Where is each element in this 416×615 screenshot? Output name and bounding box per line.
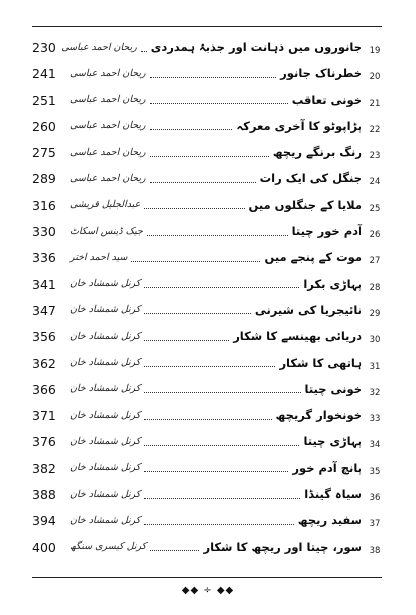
toc-page-number: 376 xyxy=(32,434,56,450)
toc-dot-leader xyxy=(150,103,288,104)
toc-page-number: 356 xyxy=(32,329,56,345)
toc-row xyxy=(32,192,382,218)
toc-entry-author: ریحان احمد عباسی xyxy=(61,41,137,53)
toc-page-number: 394 xyxy=(32,513,56,529)
toc-page-number: 330 xyxy=(32,224,56,240)
toc-entry-text xyxy=(70,142,362,162)
toc-entry-author: ریحان احمد عباسی xyxy=(70,94,146,106)
toc-entry-author: کرنل شمشاد خان xyxy=(70,462,141,474)
toc-dot-leader xyxy=(147,235,288,236)
toc-row xyxy=(32,428,382,454)
toc-entry-author: ریحان احمد عباسی xyxy=(70,172,146,184)
toc-entry-title: خونخوار گریچھ xyxy=(275,408,362,423)
toc-entry-title: آدم خور چیتا xyxy=(291,224,362,239)
top-rule xyxy=(32,26,382,27)
toc-entry-text xyxy=(70,537,362,557)
toc-page-number: 366 xyxy=(32,381,56,397)
toc-entry-title: دریائی بھینسے کا شکار xyxy=(233,329,362,344)
toc-entry-text xyxy=(70,63,362,83)
toc-entry-title: جنگل کی ایک رات xyxy=(259,171,362,186)
toc-entry-title: جانوروں میں ذہانت اور جذبۂ ہمدردی xyxy=(150,40,362,54)
toc-row xyxy=(32,507,382,533)
toc-row xyxy=(32,139,382,165)
toc-entry-number: 28 xyxy=(369,282,381,293)
toc-entry-title: خونی چیتا xyxy=(304,381,362,396)
toc-entry-author: ریحان احمد عباسی xyxy=(70,67,146,79)
toc-page-number: 241 xyxy=(32,66,56,82)
toc-entry-author: کرنل شمشاد خان xyxy=(70,330,141,342)
toc-entry-author: ریحان احمد عباسی xyxy=(70,120,146,132)
toc-entry-title: موت کے پنجے میں xyxy=(264,250,362,265)
toc-dot-leader xyxy=(144,419,271,420)
toc-row xyxy=(32,34,382,60)
toc-entry-text xyxy=(70,116,362,136)
toc-entry-number: 32 xyxy=(369,387,381,398)
toc-page-number: 230 xyxy=(32,40,56,55)
toc-entry-author: جیک ڈینس اسکاٹ xyxy=(70,225,143,237)
toc-row xyxy=(32,402,382,428)
toc-page-number: 316 xyxy=(32,197,56,213)
toc-entry-title: سیاہ گینڈا xyxy=(304,487,362,502)
toc-dot-leader xyxy=(144,340,229,341)
toc-entry-title: ملایا کے جنگلوں میں xyxy=(248,197,362,212)
toc-entry-author: کرنل شمشاد خان xyxy=(70,383,141,395)
toc-entry-text xyxy=(70,326,362,346)
toc-entry-title: سفید ریچھ xyxy=(297,513,362,528)
toc-dot-leader xyxy=(144,287,299,288)
toc-entry-author: کرنل شمشاد خان xyxy=(70,488,141,500)
toc-entry-text xyxy=(70,458,362,478)
toc-entry-text xyxy=(70,274,362,294)
toc-dot-leader xyxy=(150,129,233,130)
bottom-rule xyxy=(32,577,382,578)
toc-entry-title: نائیجریا کی شیرنی xyxy=(254,302,362,317)
toc-entry-author: سید احمد اختر xyxy=(70,251,128,263)
toc-entry-number: 21 xyxy=(369,98,381,109)
toc-entry-number: 25 xyxy=(369,203,381,214)
toc-entry-title: رنگ برنگے ریچھ xyxy=(272,145,362,160)
table-of-contents xyxy=(32,34,382,560)
toc-entry-title: خطرناک جانور xyxy=(280,66,362,81)
toc-entry-text xyxy=(70,484,362,504)
toc-entry-text xyxy=(70,353,362,373)
toc-entry-author: کرنل شمشاد خان xyxy=(70,435,141,447)
toc-entry-text xyxy=(70,247,362,267)
toc-page-number: 336 xyxy=(32,250,56,266)
toc-entry-title: پانچ آدم خور xyxy=(292,460,362,475)
toc-entry-text xyxy=(70,510,362,530)
toc-dot-leader xyxy=(144,366,275,367)
toc-page-number: 289 xyxy=(32,171,56,187)
toc-entry-title: پہاڑی چیتا xyxy=(303,434,362,449)
toc-page-number: 347 xyxy=(32,302,56,318)
toc-entry-title: خونی تعاقب xyxy=(291,92,362,107)
toc-entry-text xyxy=(70,405,362,425)
toc-entry-number: 20 xyxy=(369,72,381,83)
toc-entry-number: 24 xyxy=(369,177,381,188)
toc-row xyxy=(32,271,382,297)
toc-dot-leader xyxy=(150,182,256,183)
toc-entry-text xyxy=(70,90,362,110)
toc-dot-leader xyxy=(150,550,199,551)
toc-dot-leader xyxy=(150,77,277,78)
toc-row xyxy=(32,60,382,86)
footer-ornament: ◆◆ ÷ ◆◆ xyxy=(181,585,235,596)
toc-entry-author: عبدالجلیل قریشی xyxy=(70,199,141,211)
toc-entry-number: 34 xyxy=(369,440,381,451)
toc-row xyxy=(32,244,382,270)
toc-dot-leader xyxy=(144,524,293,525)
toc-entry-number: 30 xyxy=(369,335,381,346)
toc-entry-author: ریحان احمد عباسی xyxy=(70,146,146,158)
toc-dot-leader xyxy=(150,156,269,157)
toc-entry-author: کرنل شمشاد خان xyxy=(70,514,141,526)
toc-entry-title: پہاڑی بکرا xyxy=(303,276,362,291)
toc-entry-text xyxy=(70,300,362,320)
toc-entry-author: کرنل شمشاد خان xyxy=(70,357,141,369)
toc-page-number: 251 xyxy=(32,92,56,108)
toc-entry-number: 22 xyxy=(369,124,381,135)
toc-page-number: 362 xyxy=(32,355,56,371)
toc-row xyxy=(32,218,382,244)
toc-entry-number: 26 xyxy=(369,230,381,241)
toc-row xyxy=(32,376,382,402)
toc-entry-author: کرنل کیسری سنگھ xyxy=(70,541,147,553)
toc-page-number: 400 xyxy=(32,539,56,555)
toc-row xyxy=(32,481,382,507)
toc-entry-number: 33 xyxy=(369,414,381,425)
toc-entry-number: 19 xyxy=(369,46,381,56)
toc-dot-leader xyxy=(144,208,244,209)
toc-entry-text xyxy=(70,431,362,451)
toc-entry-text xyxy=(70,195,362,215)
toc-entry-number: 38 xyxy=(369,545,381,556)
toc-entry-title: سور، چیتا اور ریچھ کا شکار xyxy=(203,539,362,554)
toc-entry-author: کرنل شمشاد خان xyxy=(70,278,141,290)
toc-dot-leader xyxy=(144,498,300,499)
toc-entry-title: پڑاپوٹو کا آخری معرکہ xyxy=(236,118,362,133)
toc-page-number: 275 xyxy=(32,145,56,161)
toc-row xyxy=(32,455,382,481)
toc-dot-leader xyxy=(141,51,147,52)
toc-entry-number: 27 xyxy=(369,256,381,267)
toc-entry-text xyxy=(70,379,362,399)
toc-row xyxy=(32,323,382,349)
toc-page-number: 260 xyxy=(32,118,56,134)
toc-entry-number: 31 xyxy=(369,361,381,372)
toc-dot-leader xyxy=(144,392,300,393)
toc-entry-text xyxy=(70,168,362,188)
toc-entry-text xyxy=(61,37,362,57)
toc-page-number: 341 xyxy=(32,276,56,292)
toc-entry-number: 29 xyxy=(369,308,381,319)
toc-entry-title: ہاتھی کا شکار xyxy=(279,355,362,370)
toc-entry-text xyxy=(70,221,362,241)
toc-page-number: 388 xyxy=(32,487,56,503)
toc-row xyxy=(32,113,382,139)
toc-dot-leader xyxy=(144,471,288,472)
toc-entry-number: 37 xyxy=(369,519,381,530)
toc-row xyxy=(32,534,382,560)
toc-entry-author: کرنل شمشاد خان xyxy=(70,409,141,421)
toc-entry-number: 36 xyxy=(369,493,381,504)
toc-dot-leader xyxy=(131,261,260,262)
toc-row xyxy=(32,87,382,113)
toc-page-number: 371 xyxy=(32,408,56,424)
toc-dot-leader xyxy=(144,313,250,314)
toc-page-number: 382 xyxy=(32,460,56,476)
toc-row xyxy=(32,297,382,323)
toc-entry-author: کرنل شمشاد خان xyxy=(70,304,141,316)
toc-row xyxy=(32,165,382,191)
toc-dot-leader xyxy=(144,445,299,446)
toc-entry-number: 35 xyxy=(369,466,381,477)
toc-entry-number: 23 xyxy=(369,151,381,162)
toc-row xyxy=(32,350,382,376)
